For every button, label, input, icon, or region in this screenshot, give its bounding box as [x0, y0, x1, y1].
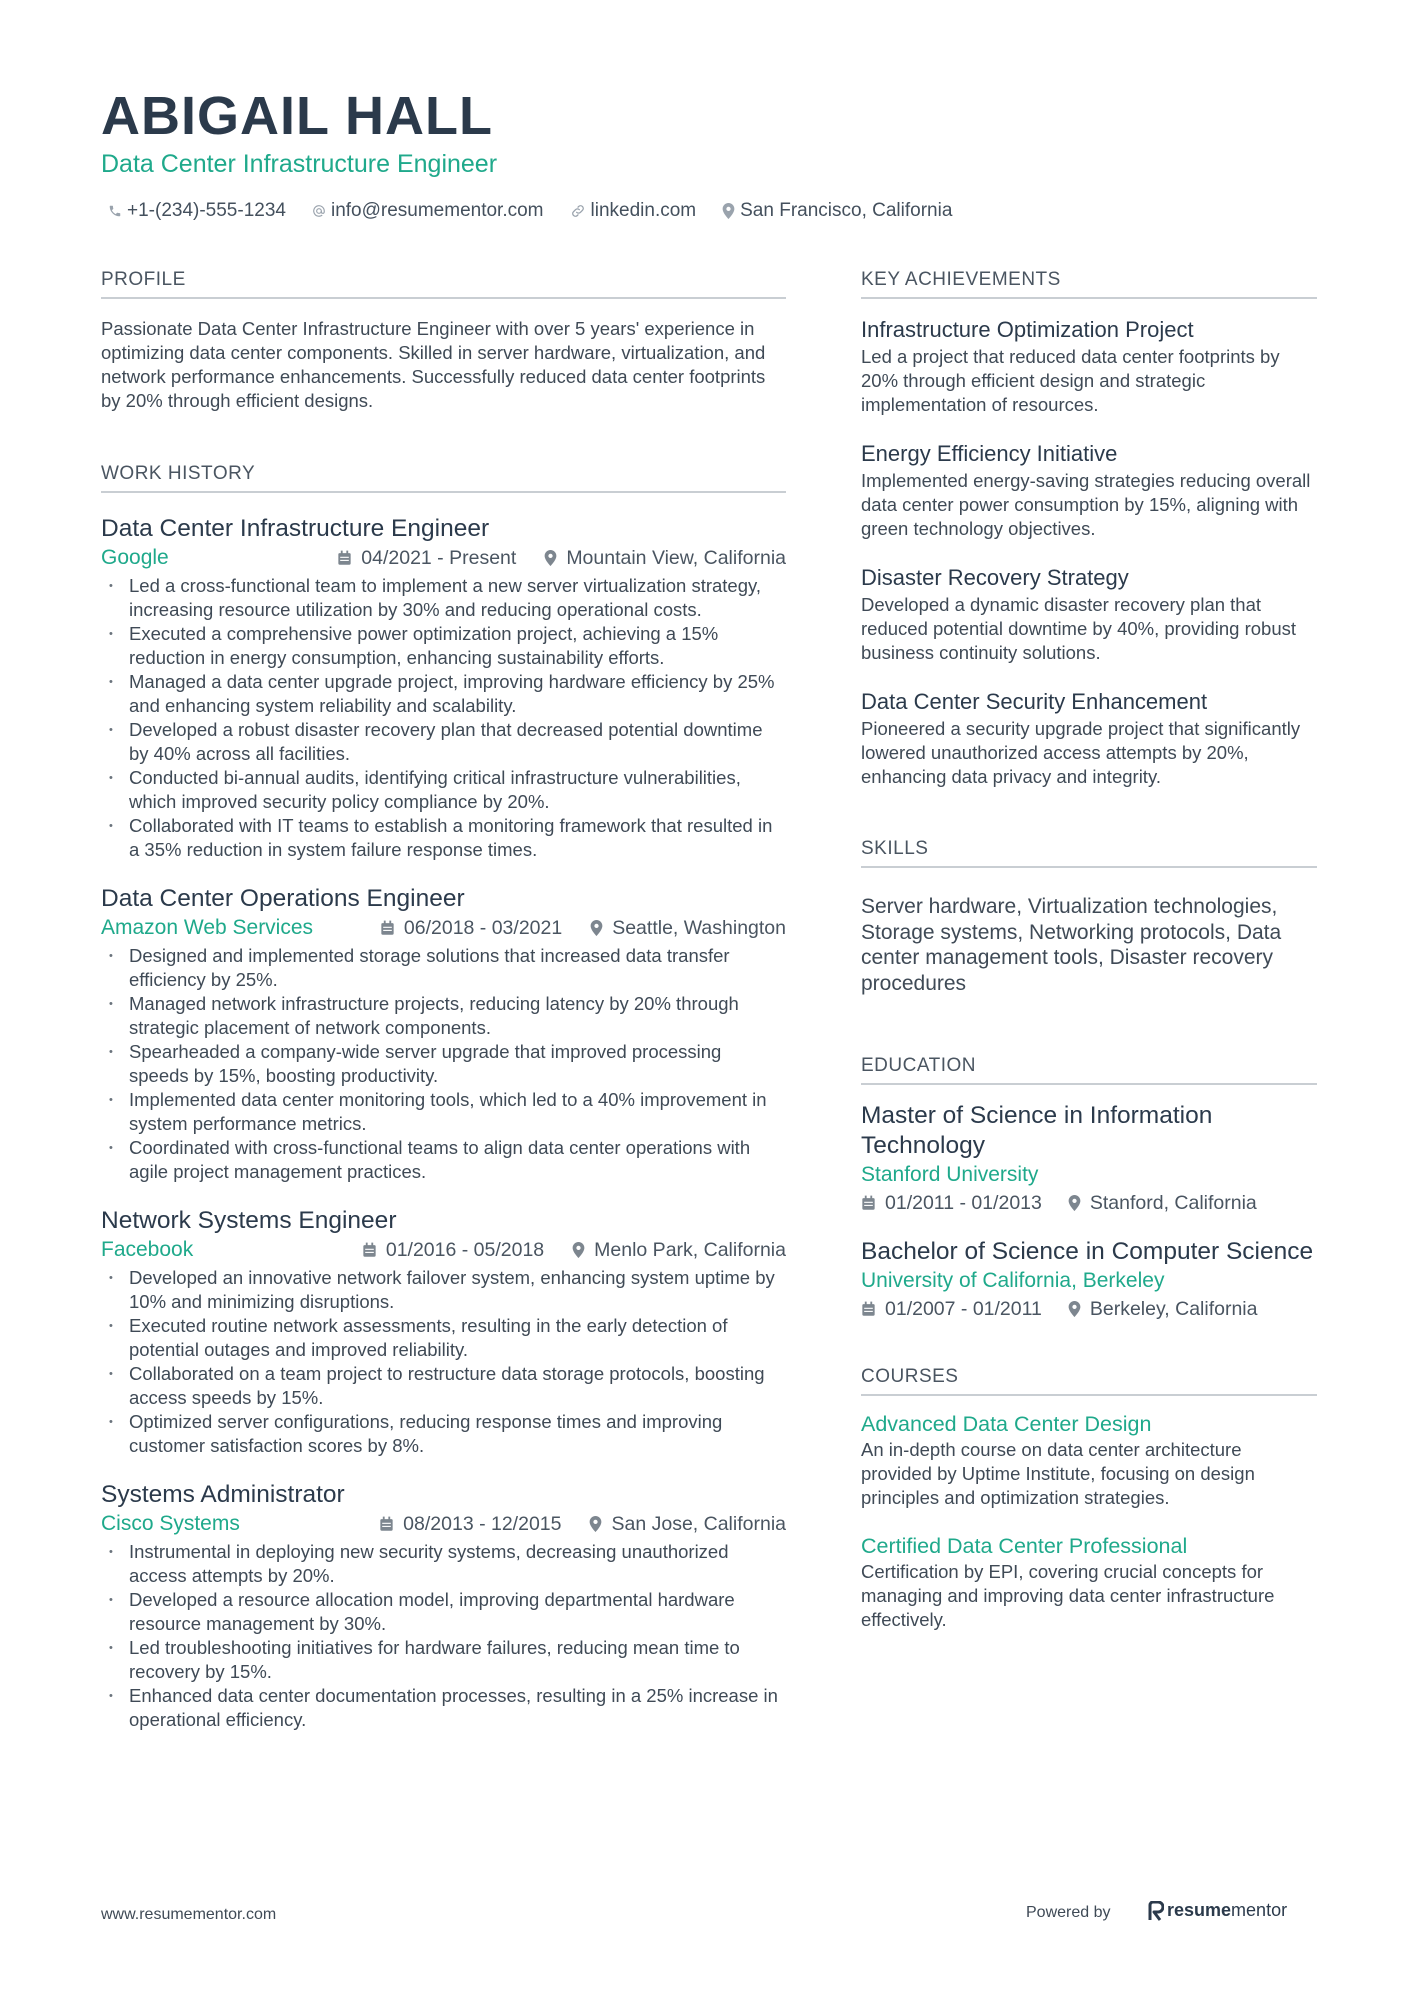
at-icon	[312, 204, 326, 218]
education-dates-text: 01/2007 - 01/2011	[885, 1298, 1042, 1320]
job-bullet: • Enhanced data center documentation processes, resulting in a 25% increase in operational efficiency.	[101, 1684, 786, 1732]
job-location-text: San Jose, California	[611, 1513, 786, 1535]
skills-section	[861, 837, 1317, 996]
job-bullet: • Conducted bi-annual audits, identifying critical infrastructure vulnerabilities, which improved security policy compliance by 20%.	[101, 766, 786, 814]
job-company: Amazon Web Services	[101, 916, 314, 939]
job-entry	[101, 1206, 786, 1458]
work-history-heading: WORK HISTORY	[101, 462, 786, 493]
logo-text-bold: resume	[1167, 1900, 1232, 1920]
achievement-item	[861, 439, 1317, 541]
education-section	[861, 1054, 1317, 1323]
education-dates	[861, 1295, 1042, 1323]
job-role: Data Center Operations Engineer	[101, 885, 465, 912]
job-dates-text: 01/2016 - 05/2018	[385, 1239, 545, 1261]
job-bullet: • Developed a robust disaster recovery plan that decreased potential downtime by 40% across all facilities.	[101, 718, 786, 766]
left-column	[101, 268, 786, 1732]
contact-bar	[108, 198, 978, 224]
link-icon	[570, 203, 586, 219]
key-achievements-section	[861, 268, 1317, 789]
location-text: San Francisco, California	[740, 200, 953, 221]
education-degree: Bachelor of Science in Computer Science	[861, 1238, 1314, 1265]
job-location	[590, 914, 786, 942]
job-bullets	[101, 1266, 786, 1458]
contact-linkedin[interactable]	[570, 198, 697, 224]
location-pin-icon	[722, 203, 735, 219]
job-bullet: • Implemented data center monitoring tools, which led to a 40% improvement in system performance metrics.	[101, 1088, 786, 1136]
education-school: University of California, Berkeley	[861, 1269, 1165, 1292]
education-meta	[861, 1189, 1317, 1217]
calendar-icon	[362, 1242, 377, 1258]
job-meta	[101, 544, 786, 572]
job-location	[589, 1510, 786, 1538]
calendar-icon	[380, 920, 395, 936]
candidate-title: Data Center Infrastructure Engineer	[101, 150, 498, 178]
calendar-icon	[379, 1516, 394, 1532]
job-company: Google	[101, 546, 169, 569]
skills-text: Server hardware, Virtualization technologies, Storage systems, Networking protocols, Data center management tools, Disaster recovery procedures	[861, 895, 1282, 995]
location-pin-icon	[590, 920, 603, 936]
location-pin-icon	[589, 1516, 602, 1532]
job-dates-text: 06/2018 - 03/2021	[403, 917, 563, 939]
job-location-text: Seattle, Washington	[612, 917, 786, 939]
location-pin-icon	[1068, 1195, 1081, 1211]
job-bullet: • Led a cross-functional team to implement a new server virtualization strategy, increasing resource utilization by 30% and reducing operational costs.	[101, 574, 786, 622]
achievement-item	[861, 687, 1317, 789]
job-bullet: • Optimized server configurations, reducing response times and improving customer satisfaction scores by 8%.	[101, 1410, 786, 1458]
right-column	[861, 268, 1317, 1632]
location-pin-icon	[544, 550, 557, 566]
job-dates	[379, 1510, 561, 1538]
job-bullets	[101, 574, 786, 862]
resumementor-logo-icon	[1148, 1901, 1164, 1921]
calendar-icon	[861, 1301, 876, 1317]
job-role: Systems Administrator	[101, 1481, 345, 1508]
job-bullet: • Managed a data center upgrade project, improving hardware efficiency by 25% and enhancing system reliability and scalability.	[101, 670, 786, 718]
job-meta	[101, 1236, 786, 1264]
job-company: Cisco Systems	[101, 1512, 240, 1535]
achievement-text: Implemented energy-saving strategies reducing overall data center power consumption by 15%, aligning with green technology objectives.	[861, 470, 1311, 539]
job-bullets	[101, 944, 786, 1184]
candidate-name: ABIGAIL HALL	[101, 86, 493, 146]
education-heading: EDUCATION	[861, 1054, 1317, 1085]
job-entry	[101, 1480, 786, 1732]
course-item	[861, 1532, 1317, 1632]
courses-heading: COURSES	[861, 1365, 1317, 1396]
job-bullet: • Instrumental in deploying new security systems, decreasing unauthorized access attempts by 20%.	[101, 1540, 786, 1588]
job-bullet: • Spearheaded a company-wide server upgrade that improved processing speeds by 15%, boosting productivity.	[101, 1040, 786, 1088]
footer-website-link[interactable]: www.resumementor.com	[101, 1906, 277, 1923]
course-item	[861, 1410, 1317, 1510]
course-title: Certified Data Center Professional	[861, 1534, 1188, 1558]
skills-heading: SKILLS	[861, 837, 1317, 868]
courses-section	[861, 1365, 1317, 1632]
education-item	[861, 1101, 1317, 1217]
job-role: Network Systems Engineer	[101, 1207, 397, 1234]
achievement-title: Energy Efficiency Initiative	[861, 441, 1118, 466]
achievement-item	[861, 563, 1317, 665]
job-role: Data Center Infrastructure Engineer	[101, 515, 490, 542]
job-bullet: • Developed an innovative network failover system, enhancing system uptime by 10% and minimizing disruptions.	[101, 1266, 786, 1314]
job-bullets	[101, 1540, 786, 1732]
phone-text: +1-(234)-555-1234	[127, 200, 286, 221]
course-text: An in-depth course on data center architecture provided by Uptime Institute, focusing on design principles and optimization strategies.	[861, 1439, 1255, 1508]
job-bullet: • Led troubleshooting initiatives for hardware failures, reducing mean time to recovery by 15%.	[101, 1636, 786, 1684]
job-dates	[380, 914, 562, 942]
logo-text-light: mentor	[1231, 1900, 1288, 1920]
calendar-icon	[861, 1195, 876, 1211]
linkedin-text: linkedin.com	[590, 200, 697, 221]
job-bullet: • Collaborated with IT teams to establish a monitoring framework that resulted in a 35% reduction in system failure response times.	[101, 814, 786, 862]
work-history-section	[101, 462, 786, 1732]
job-dates-text: 04/2021 - Present	[361, 547, 517, 569]
education-location	[1068, 1189, 1257, 1217]
education-location-text: Berkeley, California	[1089, 1298, 1258, 1320]
achievement-title: Infrastructure Optimization Project	[861, 317, 1194, 342]
profile-heading: PROFILE	[101, 268, 786, 299]
education-meta	[861, 1295, 1317, 1323]
job-entry	[101, 884, 786, 1184]
achievement-text: Developed a dynamic disaster recovery plan that reduced potential downtime by 40%, providing robust business continuity solutions.	[861, 594, 1297, 663]
job-bullet: • Developed a resource allocation model, improving departmental hardware resource management by 30%.	[101, 1588, 786, 1636]
education-location	[1068, 1295, 1258, 1323]
education-dates	[861, 1189, 1042, 1217]
education-item	[861, 1237, 1317, 1323]
phone-icon	[108, 204, 122, 218]
job-bullet: • Designed and implemented storage solutions that increased data transfer efficiency by 25%.	[101, 944, 786, 992]
job-entry	[101, 514, 786, 862]
job-dates-text: 08/2013 - 12/2015	[403, 1513, 562, 1535]
job-dates	[362, 1236, 544, 1264]
location-pin-icon	[572, 1242, 585, 1258]
education-dates-text: 01/2011 - 01/2013	[885, 1192, 1042, 1214]
calendar-icon	[337, 550, 352, 566]
job-company: Facebook	[101, 1238, 194, 1261]
job-meta	[101, 914, 786, 942]
course-text: Certification by EPI, covering crucial concepts for managing and improving data center infrastructure effectively.	[861, 1561, 1275, 1630]
job-bullet: • Managed network infrastructure projects, reducing latency by 20% through strategic placement of network components.	[101, 992, 786, 1040]
job-bullet: • Executed routine network assessments, resulting in the early detection of potential outages and improved reliability.	[101, 1314, 786, 1362]
contact-location	[722, 198, 952, 224]
contact-phone[interactable]	[108, 198, 286, 224]
footer-powered-by: Powered by	[1026, 1904, 1111, 1921]
job-dates	[337, 544, 516, 572]
job-location	[544, 544, 786, 572]
education-location-text: Stanford, California	[1089, 1192, 1257, 1214]
achievement-text: Led a project that reduced data center footprints by 20% through efficient design and strategic implementation of resources.	[861, 346, 1280, 415]
course-title: Advanced Data Center Design	[861, 1412, 1152, 1436]
email-text: info@resumementor.com	[330, 200, 544, 221]
achievement-text: Pioneered a security upgrade project that significantly lowered unauthorized access attempts by 20%, enhancing data privacy and integrity.	[861, 718, 1301, 787]
achievement-title: Disaster Recovery Strategy	[861, 565, 1129, 590]
job-location-text: Menlo Park, California	[594, 1239, 786, 1261]
job-bullet: • Collaborated on a team project to restructure data storage protocols, boosting access speeds by 15%.	[101, 1362, 786, 1410]
education-degree: Master of Science in Information Technology	[861, 1102, 1213, 1159]
job-bullet: • Coordinated with cross-functional teams to align data center operations with agile project management practices.	[101, 1136, 786, 1184]
achievement-item	[861, 315, 1317, 417]
achievement-title: Data Center Security Enhancement	[861, 689, 1208, 714]
contact-email[interactable]	[312, 198, 544, 224]
job-meta	[101, 1510, 786, 1538]
education-school: Stanford University	[861, 1163, 1039, 1186]
job-location	[572, 1236, 786, 1264]
profile-section	[101, 268, 786, 413]
job-bullet: • Executed a comprehensive power optimization project, achieving a 15% reduction in energy consumption, enhancing sustainability efforts.	[101, 622, 786, 670]
key-achievements-heading: KEY ACHIEVEMENTS	[861, 268, 1317, 299]
profile-text: Passionate Data Center Infrastructure Engineer with over 5 years' experience in optimizing data center components. Skilled in server hardware, virtualization, and network performance enhancements. Successfully reduced data center footprints by 20% through efficient designs.	[101, 318, 766, 411]
job-location-text: Mountain View, California	[566, 547, 786, 569]
location-pin-icon	[1068, 1301, 1081, 1317]
resumementor-logo[interactable]	[1148, 1900, 1287, 1921]
